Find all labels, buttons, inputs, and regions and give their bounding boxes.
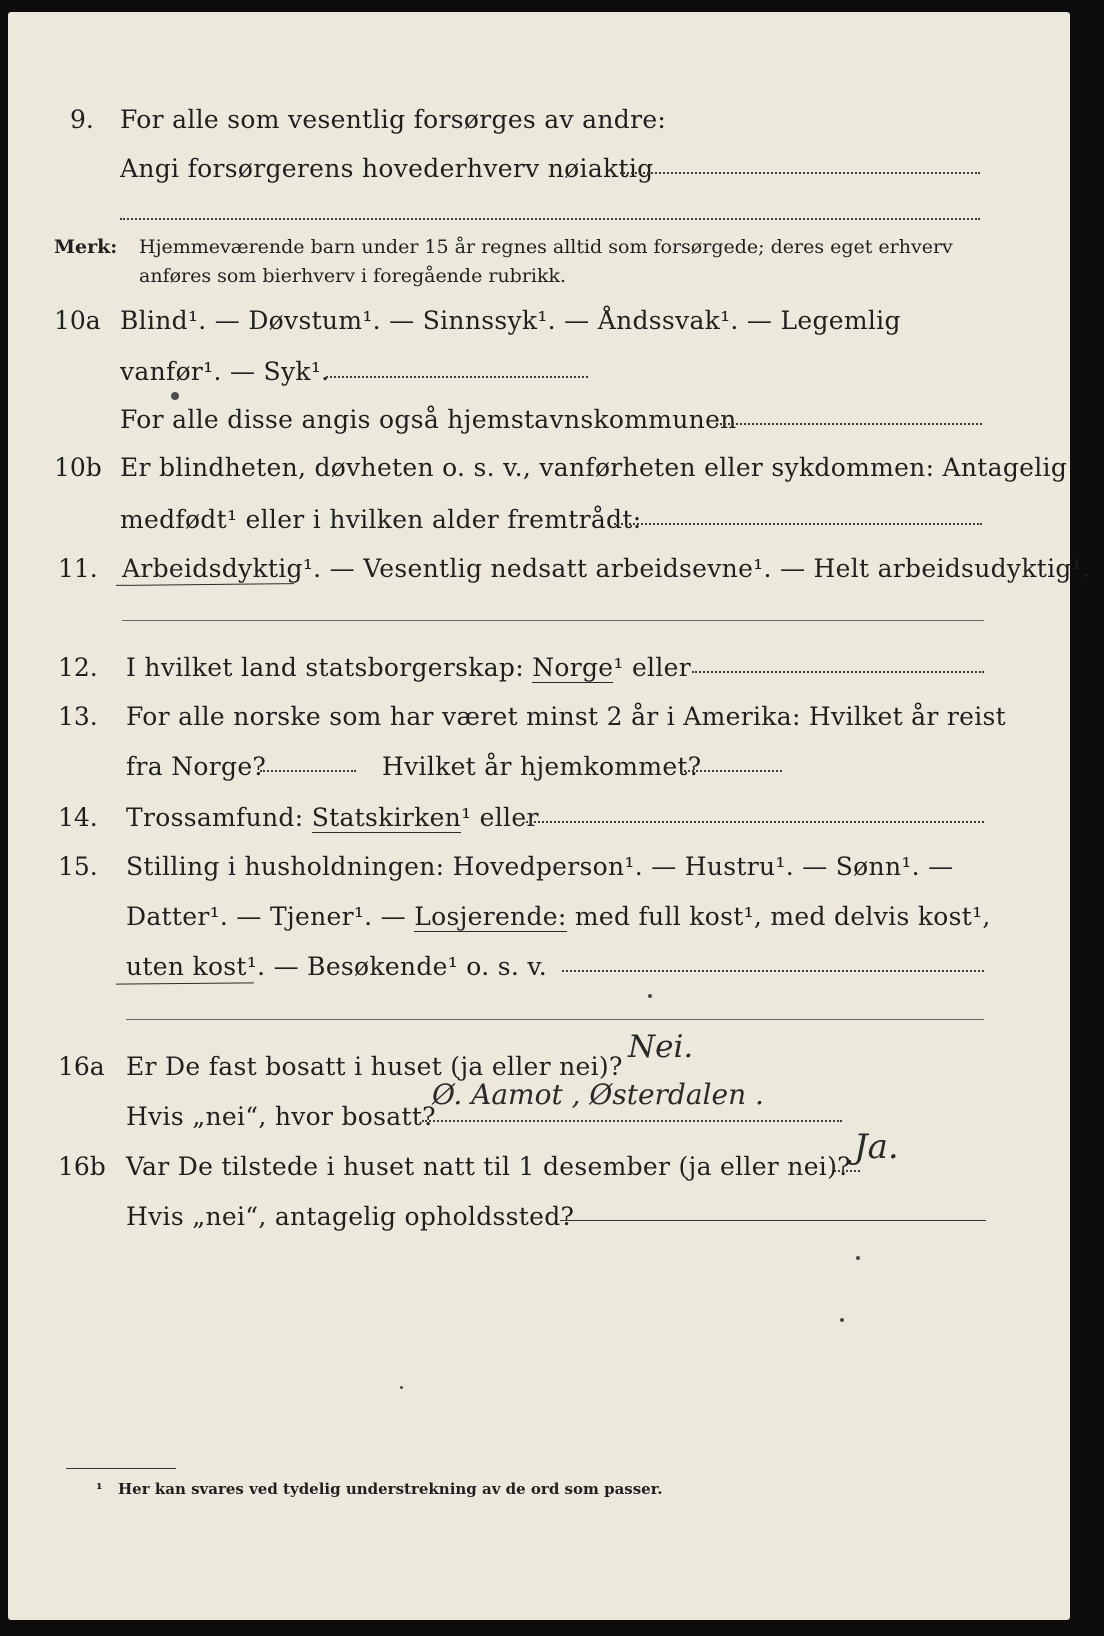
ink-speck — [400, 1386, 403, 1389]
q11-opt-arbeidsdyktig: Arbeidsdyktig — [122, 554, 303, 583]
q9-line1: For alle som vesentlig forsørges av andre: — [120, 105, 667, 134]
q16a-handwritten-answer2: Ø. Aamot , Østerdalen . — [432, 1078, 764, 1111]
q14-answer-line — [526, 821, 984, 823]
footnote-rule — [66, 1468, 176, 1469]
q16a-handwritten-answer1: Nei. — [628, 1029, 694, 1065]
q11-number: 11. — [58, 554, 98, 583]
q16a-line2: Hvis „nei“, hvor bosatt? — [126, 1102, 436, 1131]
q14-prefix: Trossamfund: — [126, 803, 304, 832]
q10a-line3: For alle disse angis også hjemstavnskommunen — [120, 405, 737, 434]
q12-suffix: ¹ eller — [613, 653, 691, 682]
q10b-answer-line — [614, 523, 982, 525]
q15-number: 15. — [58, 852, 98, 881]
q11-line — [122, 554, 1090, 584]
q15-line3b: ¹. — Besøkende¹ o. s. v. — [246, 952, 548, 981]
q15-line2 — [126, 902, 991, 932]
q16a-number: 16a — [58, 1052, 105, 1081]
q12-prefix: I hvilket land statsborgerskap: — [126, 653, 524, 682]
q15-underline-mark — [116, 982, 254, 984]
q10b-line1: Er blindheten, døvheten o. s. v., vanførheten eller sykdommen: Antagelig — [120, 453, 1068, 482]
q12-opt-norge: Norge — [532, 653, 614, 682]
q15-line3 — [126, 952, 547, 982]
q13-reist-line — [260, 770, 356, 772]
q13-line2a: fra Norge? — [126, 752, 267, 781]
ink-speck — [856, 1256, 860, 1260]
ink-speck — [648, 994, 652, 998]
q10b-line2: medfødt¹ eller i hvilken alder fremtrådt: — [120, 505, 642, 534]
census-form-page — [8, 12, 1091, 1620]
q11-extra-line — [122, 620, 984, 621]
footnote-text: Her kan svares ved tydelig understrekning av de ord som passer. — [118, 1480, 663, 1498]
q16b-line2: Hvis „nei“, antagelig opholdssted? — [126, 1202, 575, 1231]
q15-opt-losjerende: Losjerende: — [414, 902, 567, 931]
q16b-number: 16b — [58, 1152, 106, 1181]
q12-answer-line — [692, 671, 984, 673]
footnote-mark: ¹ — [96, 1480, 103, 1498]
q10a-hjemstavn-line — [716, 423, 982, 425]
q14-number: 14. — [58, 803, 98, 832]
q10b-number: 10b — [54, 453, 102, 482]
q12-line — [126, 653, 691, 683]
q16b-line1: Var De tilstede i huset natt til 1 desember (ja eller nei)? — [126, 1152, 851, 1181]
q15-opt-uten-kost: uten kost — [126, 952, 247, 981]
q11-rest: ¹. — Vesentlig nedsatt arbeidsevne¹. — Helt arbeidsudyktig¹. — [302, 554, 1091, 583]
q9-answer-line — [620, 172, 980, 174]
q12-number: 12. — [58, 653, 98, 682]
q15-line1: Stilling i husholdningen: Hovedperson¹. — Hustru¹. — Sønn¹. — — [126, 852, 954, 881]
q16b-answer-line — [834, 1170, 860, 1172]
q13-line2b: Hvilket år hjemkommet? — [382, 752, 702, 781]
merk-label: Merk: — [54, 236, 118, 258]
q13-number: 13. — [58, 702, 98, 731]
q15-answer-line — [562, 970, 984, 972]
q10a-line1: Blind¹. — Døvstum¹. — Sinnssyk¹. — Åndssvak¹. — Legemlig — [120, 306, 901, 335]
ink-speck — [840, 1318, 844, 1322]
q15-extra-line — [126, 1019, 984, 1020]
q13-line1: For alle norske som har været minst 2 år i Amerika: Hvilket år reist — [126, 702, 1007, 731]
q16a-bosatt-line — [422, 1120, 842, 1122]
q10a-syk-line — [326, 376, 588, 378]
merk-line1: Hjemmeværende barn under 15 år regnes alltid som forsørgede; deres eget erhverv — [139, 236, 953, 258]
q14-opt-statskirken: Statskirken — [311, 803, 462, 832]
ink-spot — [171, 392, 179, 400]
q10a-line2: vanfør¹. — Syk¹. — [120, 357, 330, 386]
q16b-opholdssted-line — [560, 1220, 986, 1221]
q14-suffix: ¹ eller — [461, 803, 539, 832]
q9-extra-line — [120, 218, 980, 220]
q9-line2: Angi forsørgerens hovederhverv nøiaktig — [120, 154, 654, 183]
q14-line — [126, 803, 539, 833]
merk-line2: anføres som bierhverv i foregående rubrikk. — [139, 265, 567, 287]
q16b-handwritten-answer1: Ja. — [854, 1127, 899, 1167]
q13-hjemkommet-line — [680, 770, 782, 772]
q15-line2b: med full kost¹, med delvis kost¹, — [574, 902, 991, 931]
q16a-line1: Er De fast bosatt i huset (ja eller nei)? — [126, 1052, 623, 1081]
q9-number: 9. — [70, 105, 94, 134]
q15-line2a: Datter¹. — Tjener¹. — — [126, 902, 406, 931]
q10a-number: 10a — [54, 306, 101, 335]
